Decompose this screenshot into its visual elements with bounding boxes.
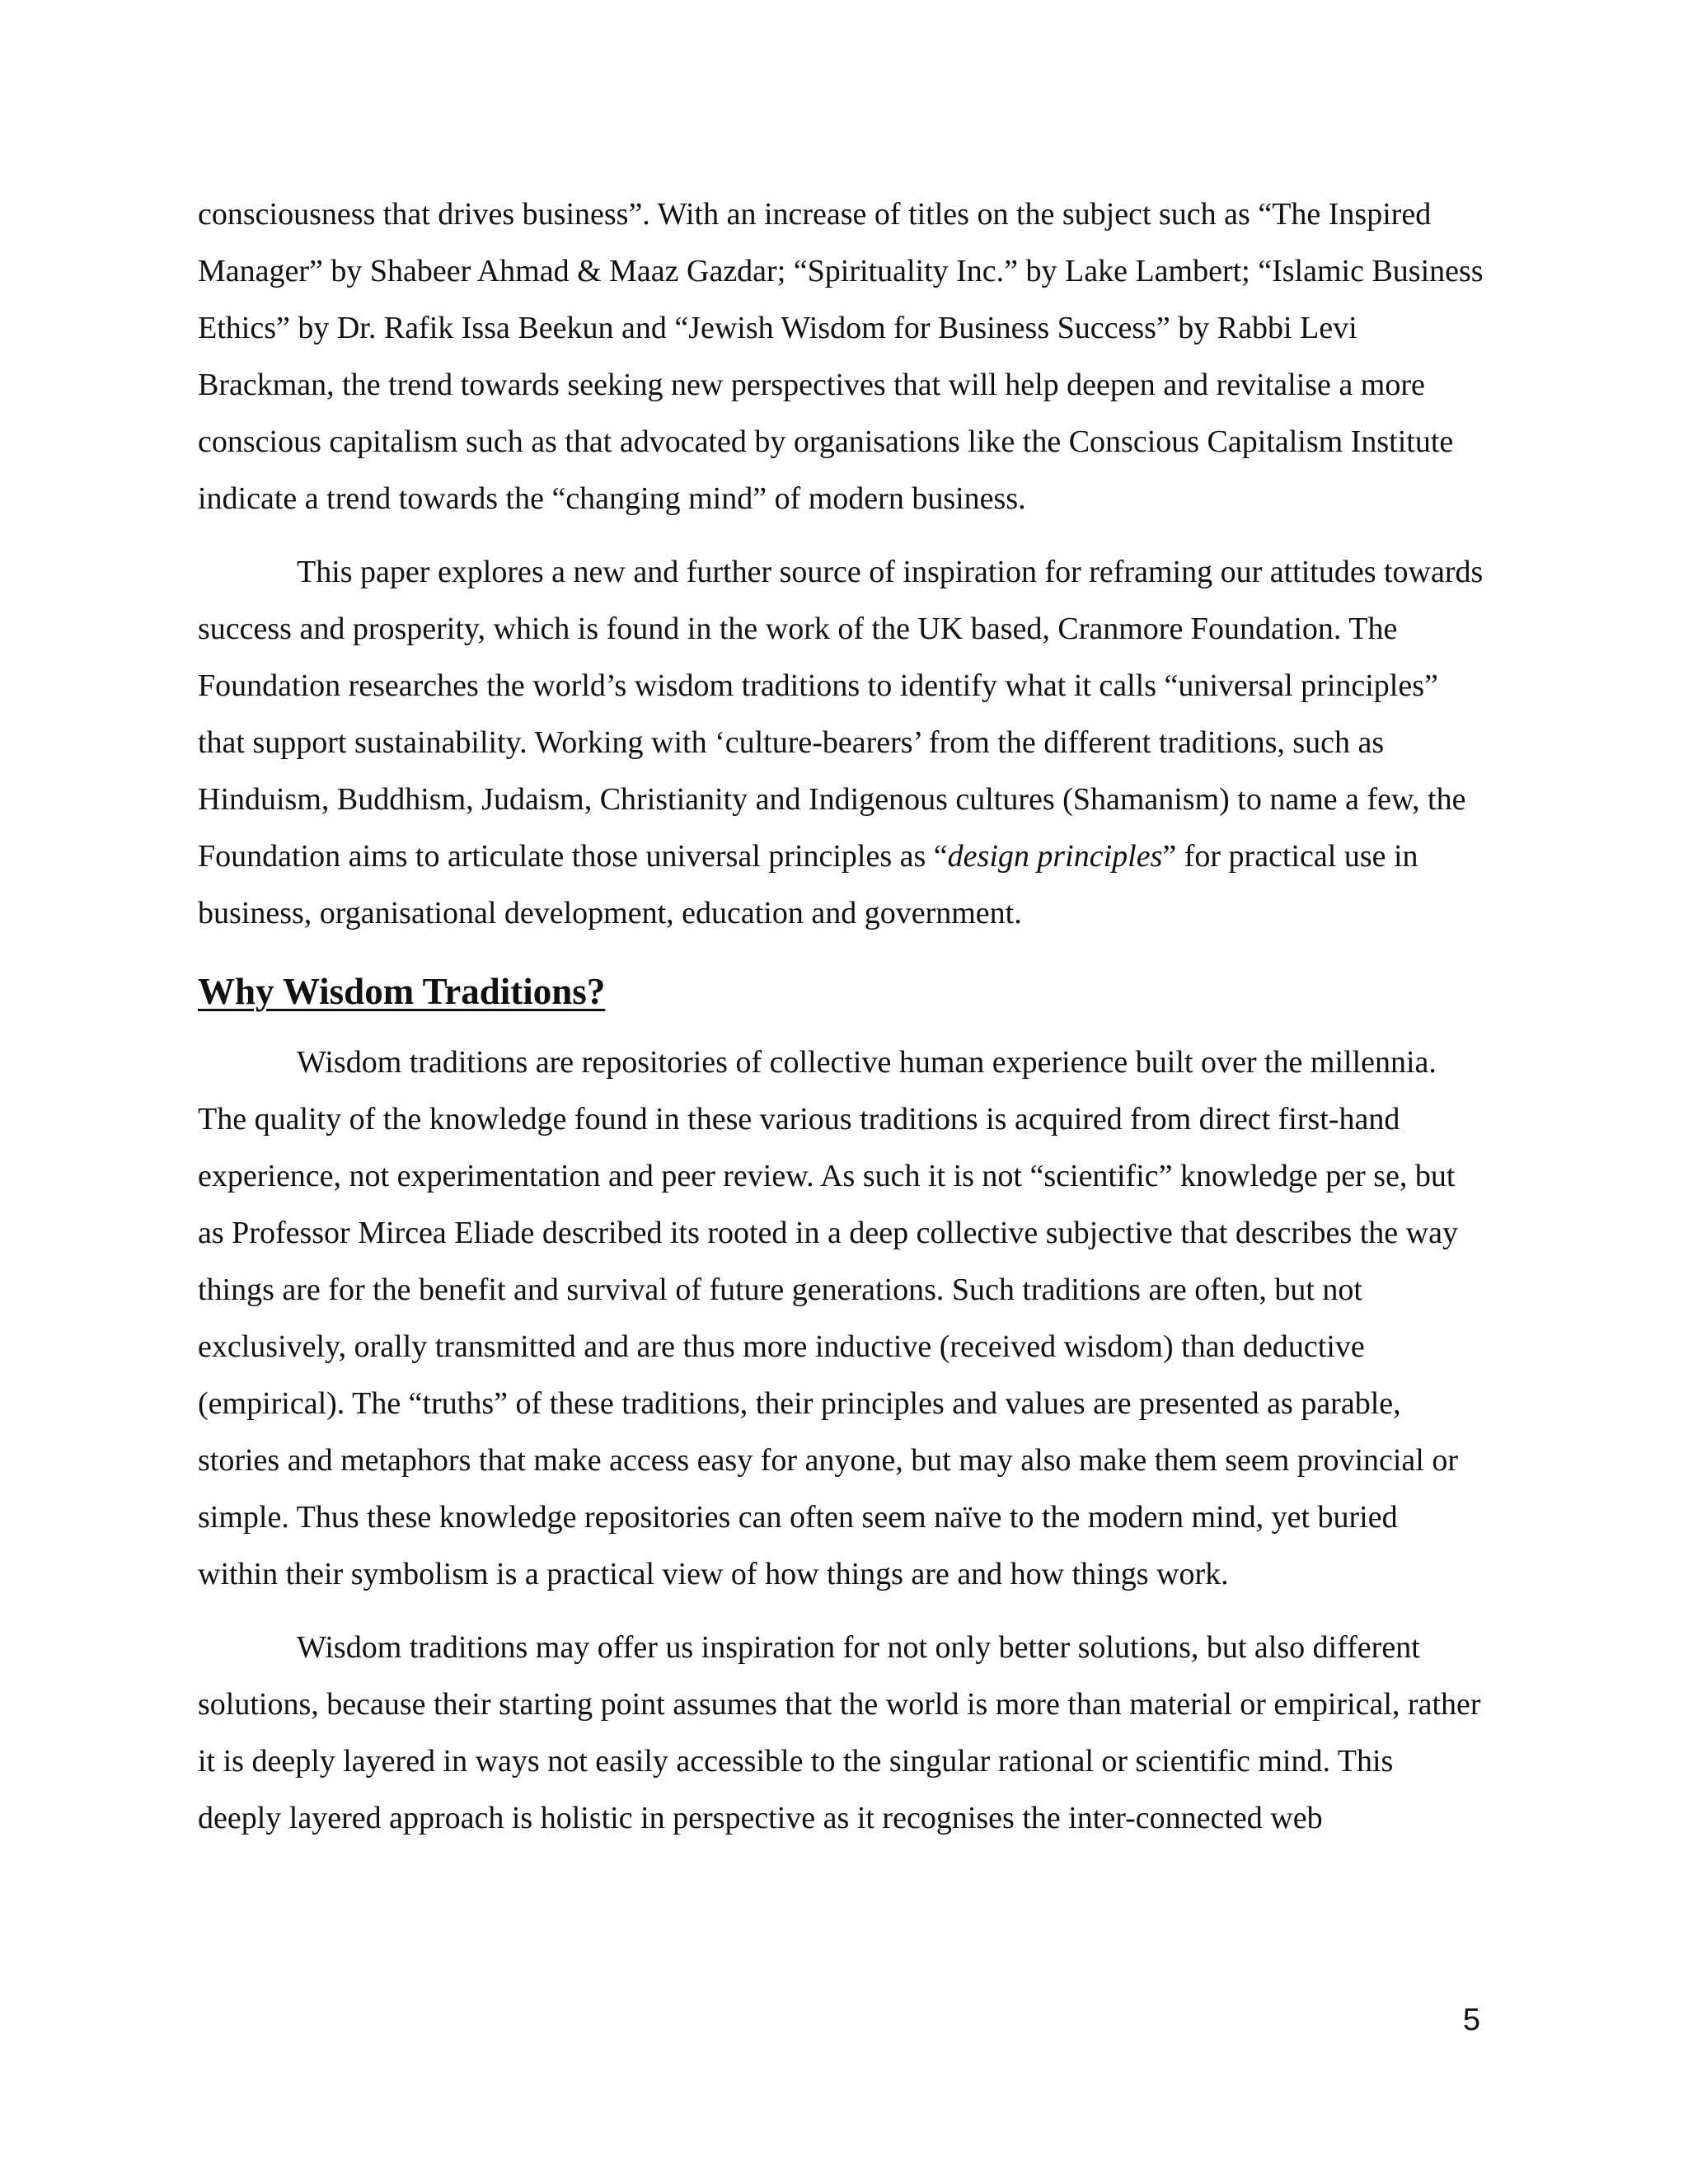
section-heading: Why Wisdom Traditions? — [198, 971, 606, 1012]
paragraph-cranmore-foundation — [198, 544, 1484, 942]
paragraph-wisdom-repositories: Wisdom traditions are repositories of collective human experience built over the millennia. The quality of the knowledge found in these various traditions is acquired from direct first-hand experience, not experimentation and peer review. As such it is not “scientific” knowledge per se, but as Professor Mircea Eliade described its rooted in a deep collective subjective that describes the way things are for the benefit and survival of future generations. Such traditions are often, but not exclusively, orally transmitted and are thus more inductive (received wisdom) than deductive (empirical). The “truths” of these traditions, their principles and values are presented as parable, stories and metaphors that make access easy for anyone, but may also make them seem provincial or simple. Thus these knowledge repositories can often seem naïve to the modern mind, yet buried within their symbolism is a practical view of how things are and how things work. — [198, 1045, 1458, 1591]
design-principles-emphasis: design principles — [947, 839, 1163, 874]
paragraph-cranmore-text-before: This paper explores a new and further source of inspiration for reframing our attitudes towards success and prosperity, which is found in the work of the UK based, Cranmore Foundation. The Foundation researches the world’s wisdom traditions to identify what it calls “universal principles” that support sustainability. Working with ‘culture-bearers’ from the different traditions, such as Hinduism, Buddhism, Judaism, Christianity and Indigenous cultures (Shamanism) to name a few, the Foundation aims to articulate those universal principles as “ — [198, 555, 1484, 874]
paragraph-wisdom-inspiration: Wisdom traditions may offer us inspiration for not only better solutions, but also different solutions, because their starting point assumes that the world is more than material or empirical, rather it is deeply layered in ways not easily accessible to the singular rational or scientific mind. This deeply layered approach is holistic in perspective as it recognises the inter-connected web — [198, 1630, 1481, 1835]
paragraph-cranmore-text-after: ” for practical use in business, organisational development, education and government. — [198, 839, 1418, 930]
document-body — [198, 186, 1484, 1863]
page-number: 5 — [1462, 2003, 1480, 2037]
paragraph-intro-continued: consciousness that drives business”. With an increase of titles on the subject such as “The Inspired Manager” by Shabeer Ahmad & Maaz Gazdar; “Spirituality Inc.” by Lake Lambert; “Islamic Business Ethics” by Dr. Rafik Issa Beekun and “Jewish Wisdom for Business Success” by Rabbi Levi Brackman, the trend towards seeking new perspectives that will help deepen and revitalise a more conscious capitalism such as that advocated by organisations like the Conscious Capitalism Institute indicate a trend towards the “changing mind” of modern business. — [198, 197, 1484, 516]
